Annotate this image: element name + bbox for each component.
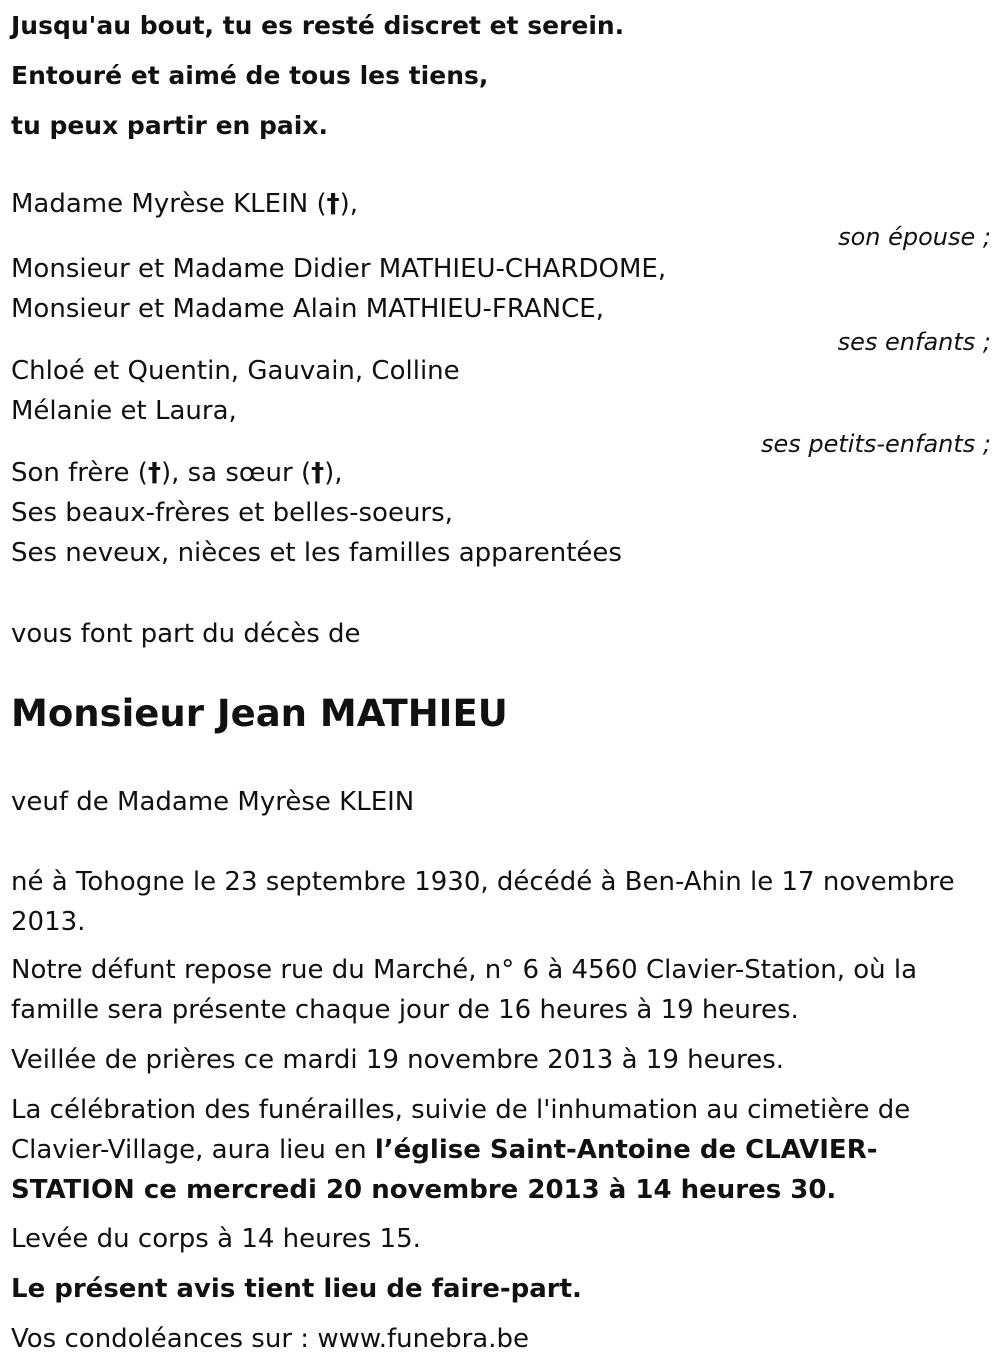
poem-line-1: Jusqu'au bout, tu es resté discret et serein. [11,11,625,40]
spouse-group [11,184,991,250]
levee-paragraph: Levée du corps à 14 heures 15. [11,1224,421,1254]
condolences-paragraph: Vos condoléances sur : www.funebra.be [11,1324,529,1354]
poem-line-3: tu peux partir en paix. [11,111,328,140]
relatives-group [11,453,991,573]
spouse-name: Madame Myrèse KLEIN ( [11,189,327,219]
grandchild-line-1: Chloé et Quentin, Gauvain, Colline [11,356,460,386]
widower-line: veuf de Madame Myrèse KLEIN [11,787,415,817]
spouse-role: son épouse ; [838,223,991,251]
grandchildren-role: ses petits-enfants ; [760,430,991,458]
relatives-line-2: Ses beaux-frères et belles-soeurs, [11,498,453,528]
notice-paragraph: Le présent avis tient lieu de faire-part. [11,1274,582,1304]
funeral-paragraph [11,1090,986,1210]
grandchild-line-2: Mélanie et Laura, [11,396,237,426]
poem-line-2: Entouré et aimé de tous les tiens, [11,61,489,90]
relatives-brother: Son frère ( [11,458,148,488]
cross-icon: † [147,458,161,488]
spouse-line [11,184,991,224]
birth-death-paragraph: né à Tohogne le 23 septembre 1930, décédé à Ben-Ahin le 17 novembre 2013. [11,867,955,937]
children-role: ses enfants ; [837,328,991,356]
rest-paragraph: Notre défunt repose rue du Marché, n° 6 à 4560 Clavier-Station, où la famille sera présente chaque jour de 16 heures à 19 heures. [11,955,918,1025]
funeral-location-date: l’église Saint-Antoine de CLAVIER-STATION ce mercredi 20 novembre 2013 à 14 heures 30. [11,1135,878,1205]
relatives-line-3: Ses neveux, nièces et les familles apparentées [11,538,622,568]
relatives-line-1 [11,453,991,493]
child-line-2: Monsieur et Madame Alain MATHIEU-FRANCE, [11,294,604,324]
vigil-paragraph: Veillée de prières ce mardi 19 novembre 2013 à 19 heures. [11,1045,785,1075]
children-group [11,249,991,355]
relatives-suffix: ), [324,458,343,488]
relatives-sister: ), sa sœur ( [160,458,312,488]
spouse-suffix: ), [339,189,359,219]
funeral-intro: La célébration des funérailles, suivie de l'inhumation au cimetière de Clavier-Village, aura lieu en [11,1095,911,1165]
grandchildren-group [11,351,991,457]
child-line-1: Monsieur et Madame Didier MATHIEU-CHARDOME, [11,254,667,284]
cross-icon: † [326,189,340,219]
poem [11,0,991,151]
announcement: vous font part du décès de [11,619,361,649]
cross-icon: † [311,458,325,488]
obituary-page [11,0,991,1354]
deceased-name: Monsieur Jean MATHIEU [11,692,508,735]
